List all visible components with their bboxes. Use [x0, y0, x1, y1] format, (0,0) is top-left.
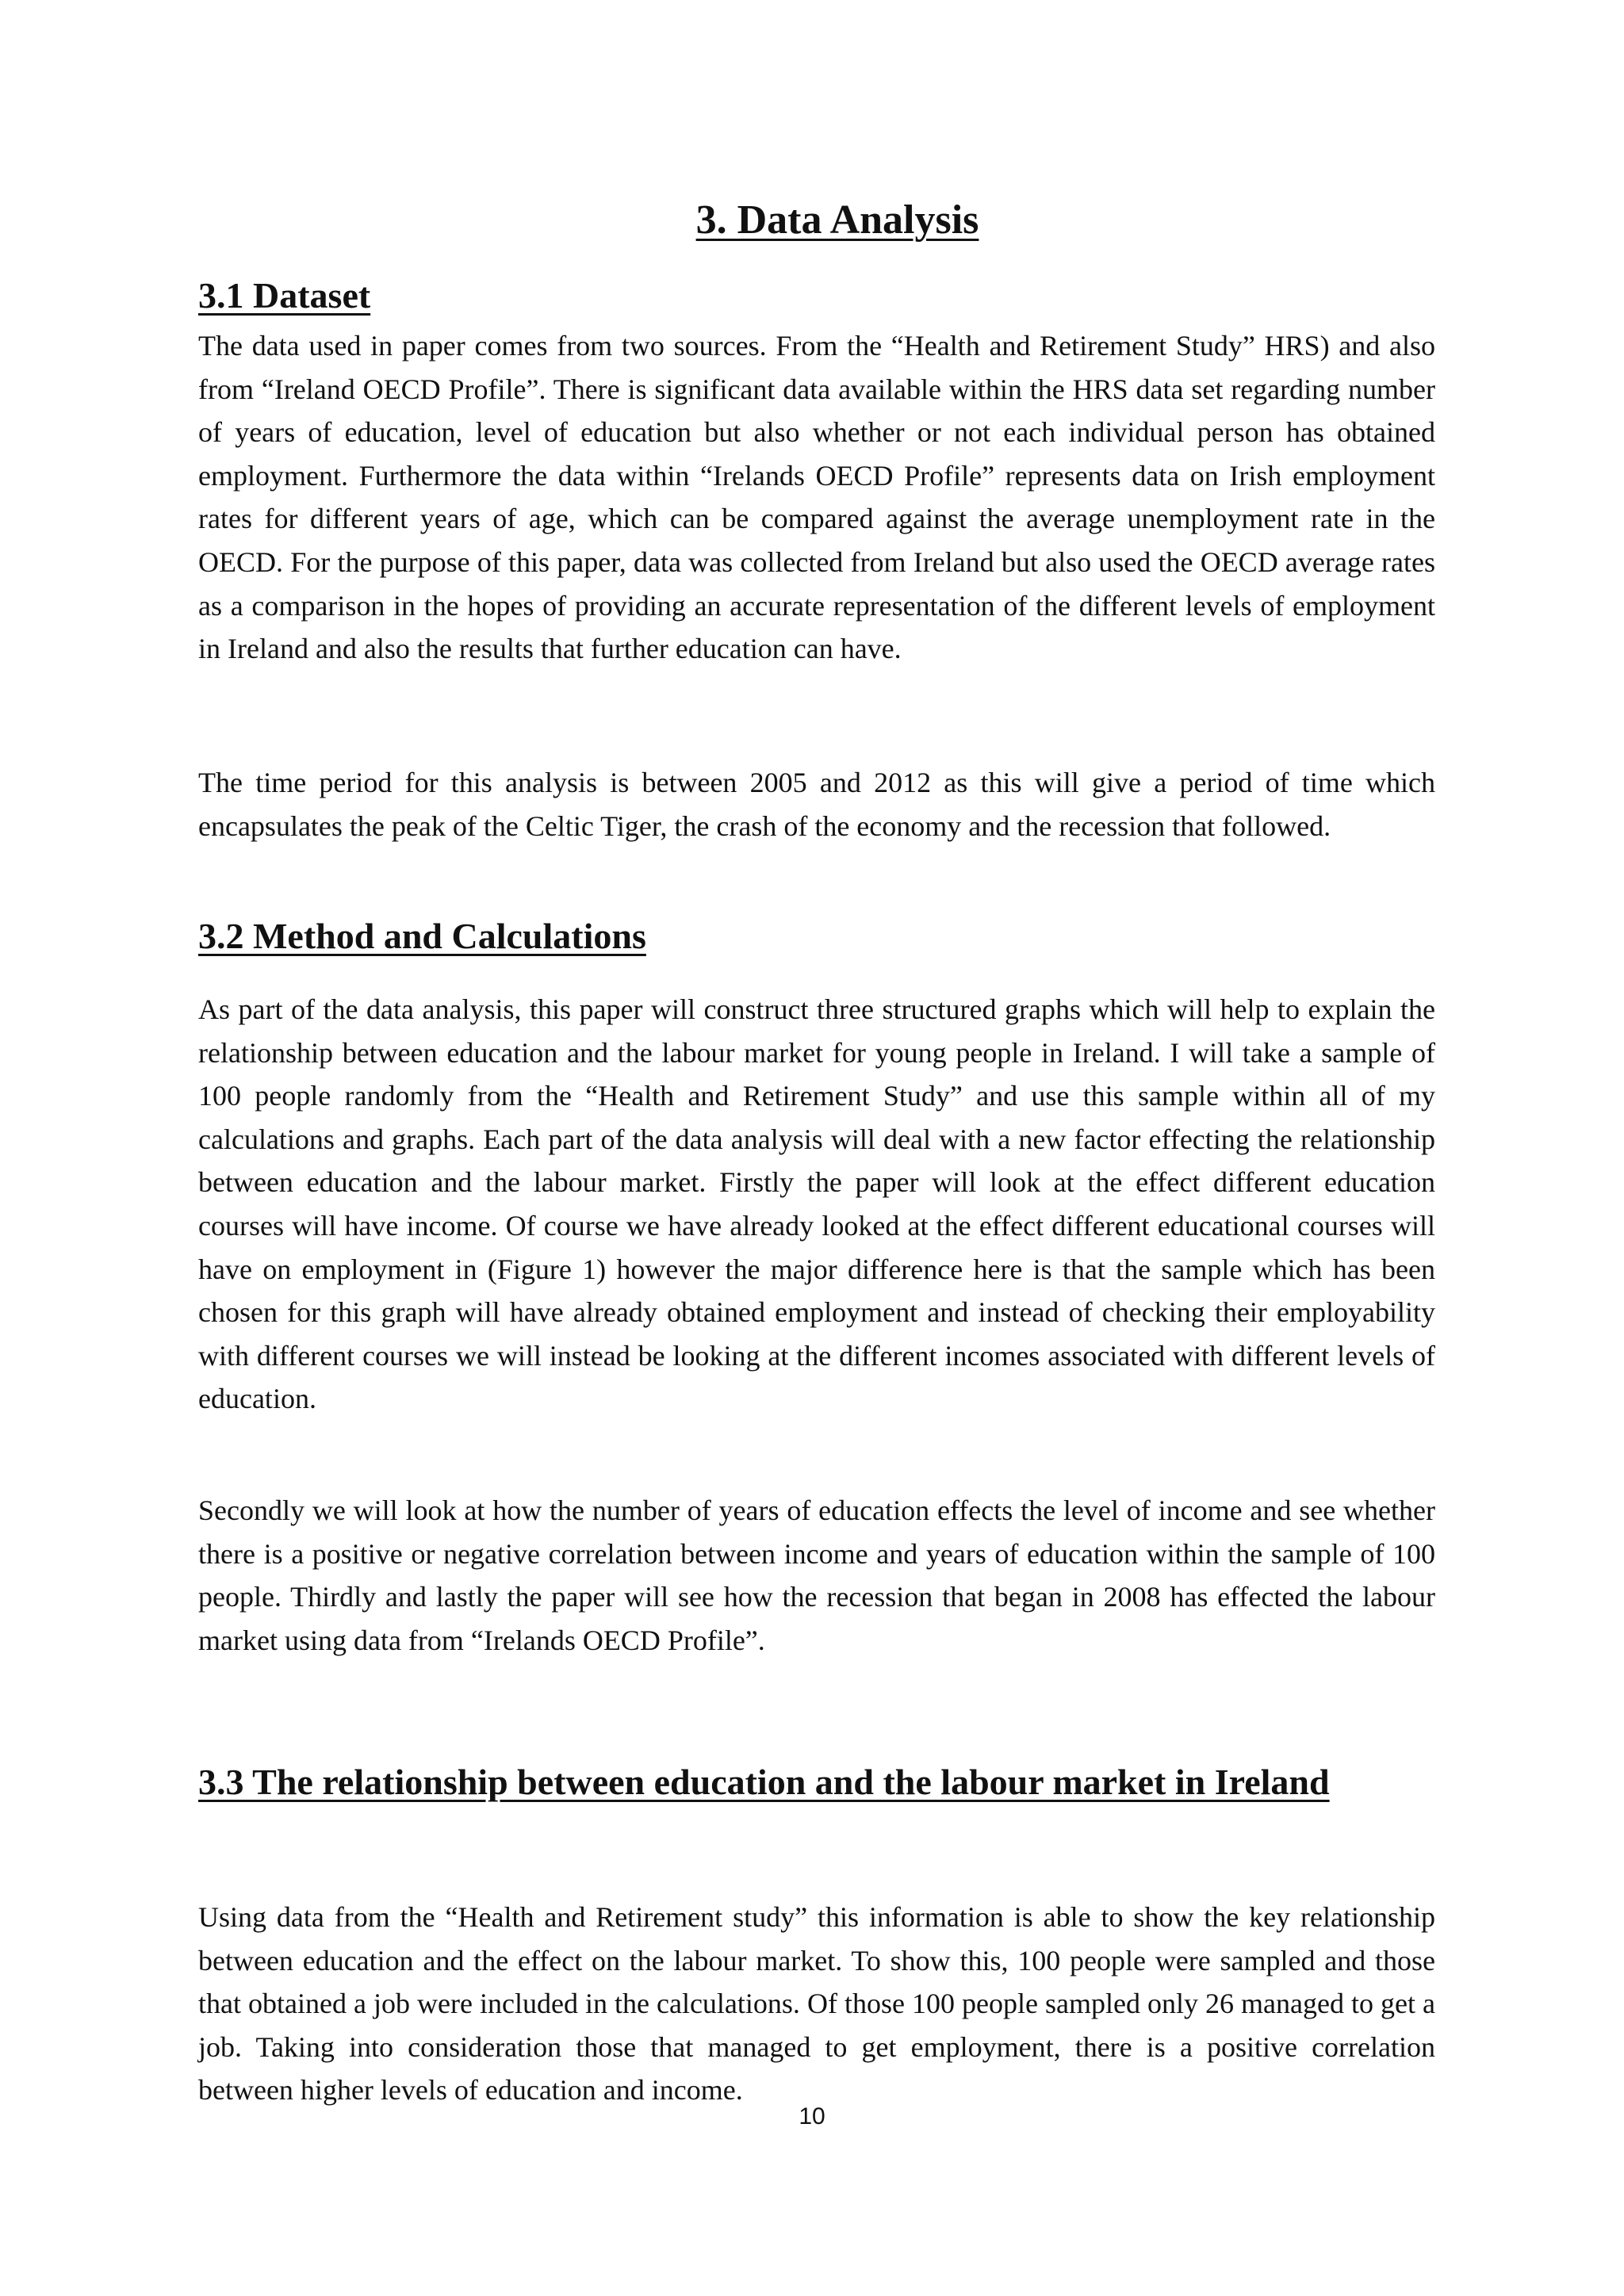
- dataset-paragraph-2: The time period for this analysis is between 2005 and 2012 as this will give a period of time which encapsulates the peak of the Celtic Tiger, the crash of the economy and the recession that followed.: [198, 767, 1435, 842]
- section-heading-relationship: 3.3 The relationship between education and the labour market in Ireland: [198, 1762, 1330, 1802]
- section-heading-method: 3.2 Method and Calculations: [198, 916, 646, 956]
- method-paragraph-1: As part of the data analysis, this paper will construct three structured graphs which will help to explain the relationship between education and the labour market for young people in Ireland. I will take a sample of 100 people randomly from the “Health and Retirement Study” and use this sample within all of my calculations and graphs. Each part of the data analysis will deal with a new factor effecting the relationship between education and the labour market. Firstly the paper will look at the effect different education courses will have income. Of course we have already looked at the effect different educational courses will have on employment in (Figure 1) however the major difference here is that the sample which has been chosen for this graph will have already obtained employment and instead of checking their employability with different courses we will instead be looking at the different incomes associated with different levels of education.: [198, 993, 1435, 1415]
- section-heading-dataset: 3.1 Dataset: [198, 275, 371, 316]
- method-paragraph-2: Secondly we will look at how the number of years of education effects the level of income and see whether there is a positive or negative correlation between income and years of education within the sample of 100 people. Thirdly and lastly the paper will see how the recession that began in 2008 has effected the labour market using data from “Irelands OECD Profile”.: [198, 1494, 1435, 1656]
- dataset-paragraph-1: The data used in paper comes from two sources. From the “Health and Retirement Study” HRS) and also from “Ireland OECD Profile”. There is significant data available within the HRS data set regarding number of years of education, level of education but also whether or not each individual person has obtained employment. Furthermore the data within “Irelands OECD Profile” represents data on Irish employment rates for different years of age, which can be compared against the average unemployment rate in the OECD. For the purpose of this paper, data was collected from Ireland but also used the OECD average rates as a comparison in the hopes of providing an accurate representation of the different levels of employment in Ireland and also the results that further education can have.: [198, 330, 1435, 665]
- chapter-title: [0, 193, 1624, 248]
- chapter-title-text: 3. Data Analysis: [695, 197, 979, 243]
- relationship-paragraph-1: Using data from the “Health and Retirement study” this information is able to show the key relationship between education and the effect on the labour market. To show this, 100 people were sampled and those that obtained a job were included in the calculations. Of those 100 people sampled only 26 managed to get a job. Taking into consideration those that managed to get employment, there is a positive correlation between higher levels of education and income.: [198, 1901, 1435, 2107]
- page-number: 10: [799, 2103, 825, 2130]
